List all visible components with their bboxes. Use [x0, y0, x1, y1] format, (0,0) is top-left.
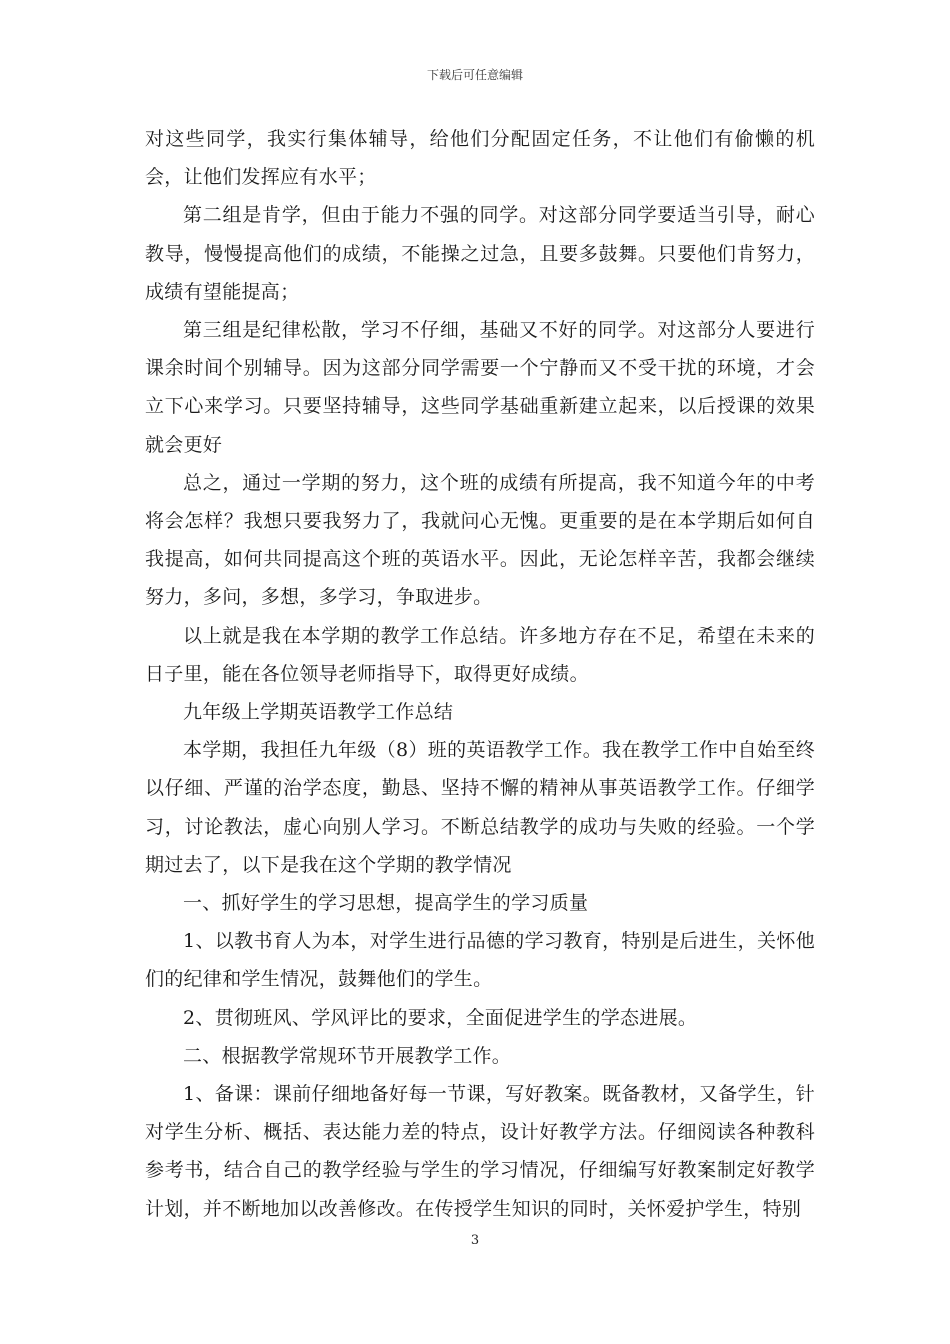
paragraph: 对这些同学，我实行集体辅导，给他们分配固定任务，不让他们有偷懒的机会，让他们发挥应有水平；: [145, 128, 815, 189]
paragraph: 第二组是肯学，但由于能力不强的同学。对这部分同学要适当引导，耐心教导，慢慢提高他们的成绩，不能操之过急，且要多鼓舞。只要他们肯努力，成绩有望能提高；: [145, 204, 815, 303]
paragraph: 第三组是纪律松散，学习不仔细，基础又不好的同学。对这部分人要进行课余时间个别辅导。因为这部分同学需要一个宁静而又不受干扰的环境，才会立下心来学习。只要坚持辅导，这些同学基础重新建立起来，以后授课的效果就会更好: [145, 319, 815, 456]
page-number: 3: [470, 1233, 480, 1248]
section-heading: 二、根据教学常规环节开展教学工作。: [183, 1044, 512, 1067]
section-heading: 一、抓好学生的学习思想，提高学生的学习质量: [183, 892, 589, 915]
paragraph: 2、贯彻班风、学风评比的要求，全面促进学生的学态进展。: [183, 1006, 698, 1029]
paragraph: 以上就是我在本学期的教学工作总结。许多地方存在不足，希望在未来的日子里，能在各位领导老师指导下，取得更好成绩。: [145, 624, 815, 685]
document-body: [145, 120, 815, 1228]
section-title: 九年级上学期英语教学工作总结: [183, 701, 454, 724]
page-header: 下载后可任意编辑: [426, 68, 523, 82]
paragraph: 总之，通过一学期的努力，这个班的成绩有所提高，我不知道今年的中考将会怎样？我想只要我努力了，我就问心无愧。更重要的是在本学期后如何自我提高，如何共同提高这个班的英语水平。因此，无论怎样辛苦，我都会继续努力，多问，多想，多学习，争取进步。: [145, 471, 815, 609]
paragraph: 本学期，我担任九年级（8）班的英语教学工作。我在教学工作中自始至终以仔细、严谨的治学态度，勤恳、坚持不懈的精神从事英语教学工作。仔细学习，讨论教法，虚心向别人学习。不断总结教学的成功与失败的经验。一个学期过去了，以下是我在这个学期的教学情况: [145, 739, 815, 876]
paragraph: 1、备课：课前仔细地备好每一节课，写好教案。既备教材，又备学生，针对学生分析、概括、表达能力差的特点，设计好教学方法。仔细阅读各种教科参考书，结合自己的教学经验与学生的学习情况，仔细编写好教案制定好教学计划，并不断地加以改善修改。在传授学生知识的同时，关怀爱护学生，特别: [145, 1083, 815, 1220]
paragraph: 1、以教书育人为本，对学生进行品德的学习教育，特别是后进生，关怀他们的纪律和学生情况，鼓舞他们的学生。: [145, 930, 815, 991]
